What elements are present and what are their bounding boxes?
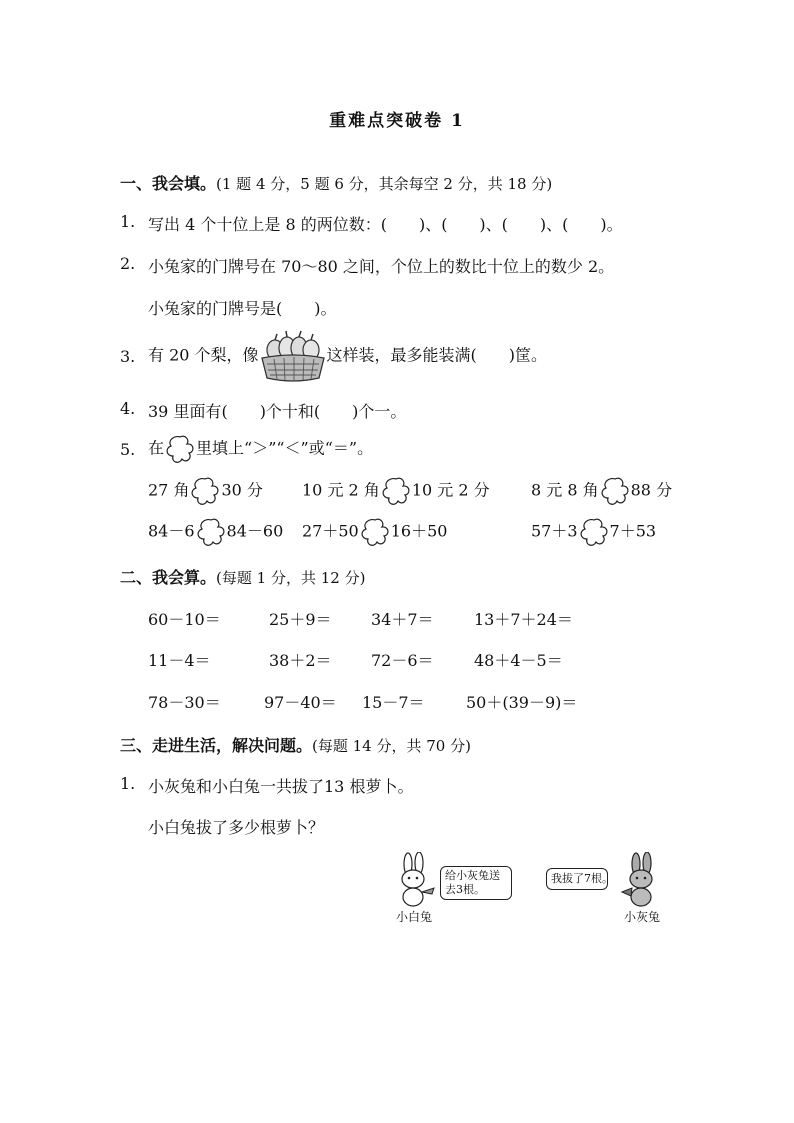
q3-after: 这样装，最多能装满( )筐。: [326, 345, 548, 365]
calc-item: 60－10＝: [148, 610, 221, 629]
flower-blank-icon[interactable]: [579, 517, 609, 547]
white-rabbit-illustration: [392, 852, 522, 924]
gray-rabbit-caption: 小灰兔: [624, 910, 661, 924]
compare-left: 27＋50: [302, 521, 359, 541]
compare-left: 57＋3: [531, 521, 578, 541]
flower-blank-icon: [165, 434, 195, 464]
compare-left: 8 元 8 角: [531, 480, 599, 500]
compare-left: 84－6: [148, 521, 195, 541]
section-3-note: (每题 14 分，共 70 分): [312, 737, 471, 755]
compare-5: [302, 517, 447, 547]
section-1-note: (1 题 4 分，5 题 6 分，其余每空 2 分，共 18 分): [216, 175, 553, 193]
q1-text: 写出 4 个十位上是 8 的两位数：( )、( )、( )、( )。: [148, 215, 623, 234]
calc-item: 25＋9＝: [269, 610, 332, 629]
compare-1: [148, 476, 263, 506]
pear-basket-icon: [259, 330, 327, 382]
white-rabbit-caption: 小白兔: [396, 910, 433, 924]
compare-right: 16＋50: [390, 521, 448, 541]
q5-after: 里填上“＞”“＜”或“＝”。: [196, 438, 374, 458]
section-2-note: (每题 1 分，共 12 分): [216, 569, 366, 587]
flower-blank-icon[interactable]: [360, 517, 390, 547]
compare-right: 84－60: [226, 521, 284, 541]
flower-blank-icon[interactable]: [600, 476, 630, 506]
q4-number: 4.: [120, 399, 136, 418]
q3-line: [148, 330, 547, 382]
section-3-title: 三、走进生活，解决问题。: [120, 736, 313, 755]
calc-item: 97－40＝: [264, 693, 337, 712]
s3-q1-number: 1.: [120, 774, 136, 793]
bubble-line-1: 给小灰兔送: [445, 869, 500, 882]
white-rabbit-icon: [392, 852, 440, 908]
compare-right: 30 分: [221, 480, 263, 500]
compare-4: [148, 517, 283, 547]
compare-left: 10 元 2 角: [302, 480, 380, 500]
q5-number: 5.: [120, 440, 136, 459]
section-1-heading: [120, 171, 552, 194]
q5-line: [148, 434, 373, 464]
section-3-heading: [120, 733, 471, 756]
q3-number: 3.: [120, 347, 136, 366]
calc-item: 50＋(39－9)＝: [466, 693, 578, 712]
section-1-title: 一、我会填。: [120, 174, 217, 193]
q2-line2: 小兔家的门牌号是( )。: [148, 299, 337, 318]
flower-blank-icon[interactable]: [381, 476, 411, 506]
calc-item: 78－30＝: [148, 693, 221, 712]
calc-item: 48＋4－5＝: [474, 651, 563, 670]
calc-item: 15－7＝: [362, 693, 425, 712]
s3-q1-line2: 小白兔拔了多少根萝卜？: [148, 818, 325, 837]
compare-left: 27 角: [148, 480, 190, 500]
compare-right: 10 元 2 分: [411, 480, 490, 500]
section-2-title: 二、我会算。: [120, 568, 217, 587]
compare-right: 88 分: [630, 480, 673, 500]
gray-rabbit-illustration: [546, 852, 674, 924]
compare-2: [302, 476, 490, 506]
q1-number: 1.: [120, 212, 136, 231]
calc-item: 38＋2＝: [269, 651, 332, 670]
white-rabbit-speech-bubble: [440, 866, 512, 900]
s3-q1-line1: 小灰兔和小白兔一共拔了13 根萝卜。: [148, 777, 414, 796]
calc-item: 11－4＝: [148, 651, 211, 670]
q3-before: 有 20 个梨，像: [148, 345, 259, 365]
calc-item: 34＋7＝: [371, 610, 434, 629]
flower-blank-icon[interactable]: [196, 517, 226, 547]
calc-item: 13＋7＋24＝: [474, 610, 573, 629]
flower-blank-icon[interactable]: [190, 476, 220, 506]
section-2-heading: [120, 565, 365, 588]
compare-3: [531, 476, 672, 506]
compare-right: 7＋53: [609, 521, 657, 541]
q2-number: 2.: [120, 254, 136, 273]
compare-6: [531, 517, 656, 547]
gray-rabbit-speech-bubble: 我拔了7根。: [546, 868, 608, 890]
q2-line1: 小兔家的门牌号在 70～80 之间，个位上的数比十位上的数少 2。: [148, 257, 615, 276]
bubble-line-2: 去3根。: [445, 883, 485, 896]
gray-rabbit-icon: [616, 852, 666, 910]
page-title: 重难点突破卷 1: [329, 111, 465, 131]
q4-text: 39 里面有( )个十和( )个一。: [148, 402, 407, 421]
calc-item: 72－6＝: [371, 651, 434, 670]
q5-before: 在: [148, 438, 165, 458]
